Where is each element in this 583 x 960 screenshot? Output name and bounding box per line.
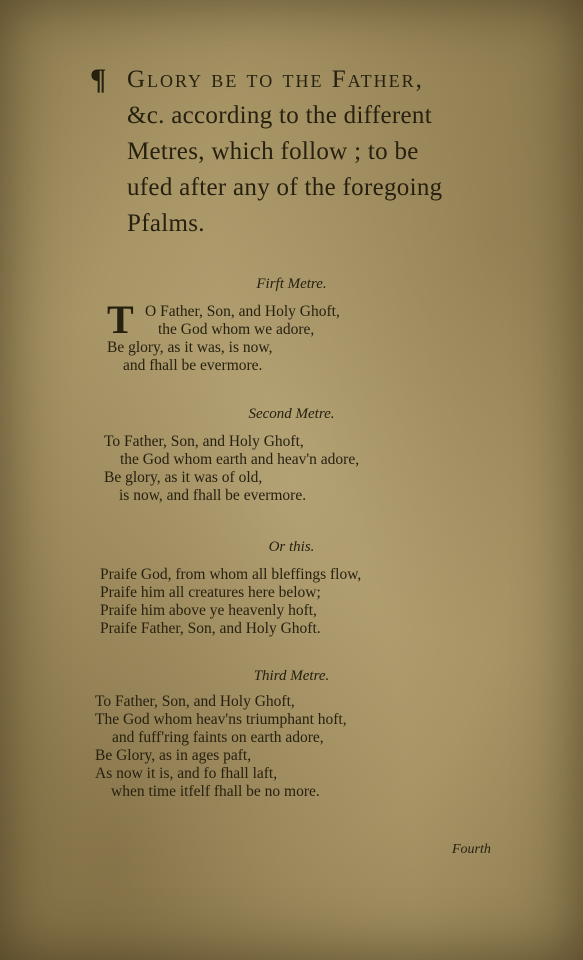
doxology-heading (92, 62, 532, 242)
first-metre-verse (145, 303, 340, 339)
verse-line: Praife God, from whom all bleffings flow, (100, 566, 362, 583)
verse-line: As now it is, and fo fhall laft, (95, 765, 278, 782)
verse-line: O Father, Son, and Holy Ghoft, (145, 303, 340, 320)
verse-line: and fhall be evermore. (123, 357, 263, 374)
second-metre-verse (104, 433, 359, 505)
verse-line: is now, and fhall be evermore. (119, 487, 307, 504)
verse-line: when time itfelf fhall be no more. (111, 783, 320, 800)
heading-line: &c. according to the different (127, 102, 432, 129)
first-metre-verse-cont (107, 339, 272, 375)
verse-line: the God whom we adore, (158, 321, 315, 338)
verse-line: To Father, Son, and Holy Ghoft, (104, 433, 304, 450)
heading-line: ufed after any of the foregoing (127, 174, 443, 201)
verse-line: Be glory, as it was of old, (104, 469, 263, 486)
third-metre-verse (95, 693, 347, 801)
pilcrow-mark: ¶ (90, 63, 107, 96)
catchword: Fourth (452, 842, 491, 857)
third-metre-caption: Third Metre. (253, 668, 330, 684)
verse-line: To Father, Son, and Holy Ghoft, (95, 693, 295, 710)
verse-line: Praife him all creatures here below; (100, 584, 321, 601)
first-metre-caption: Firft Metre. (256, 276, 327, 292)
heading-line: Pfalms. (127, 210, 205, 237)
verse-line: The God whom heav'ns triumphant hoft, (95, 711, 347, 728)
verse-line: Praife Father, Son, and Holy Ghoft. (100, 620, 321, 637)
verse-line: and fuff'ring faints on earth adore, (112, 729, 324, 746)
or-this-verse (100, 566, 361, 638)
verse-line: Be glory, as it was, is now, (107, 339, 273, 356)
verse-line: the God whom earth and heav'n adore, (120, 451, 360, 468)
or-this-caption: Or this. (268, 539, 315, 555)
heading-line: Glory be to the Father, (127, 66, 424, 93)
verse-line: Be Glory, as in ages paft, (95, 747, 252, 764)
drop-cap: T (107, 297, 134, 342)
heading-line: Metres, which follow ; to be (127, 138, 419, 165)
verse-line: Praife him above ye heavenly hoft, (100, 602, 317, 619)
second-metre-caption: Second Metre. (248, 406, 335, 422)
